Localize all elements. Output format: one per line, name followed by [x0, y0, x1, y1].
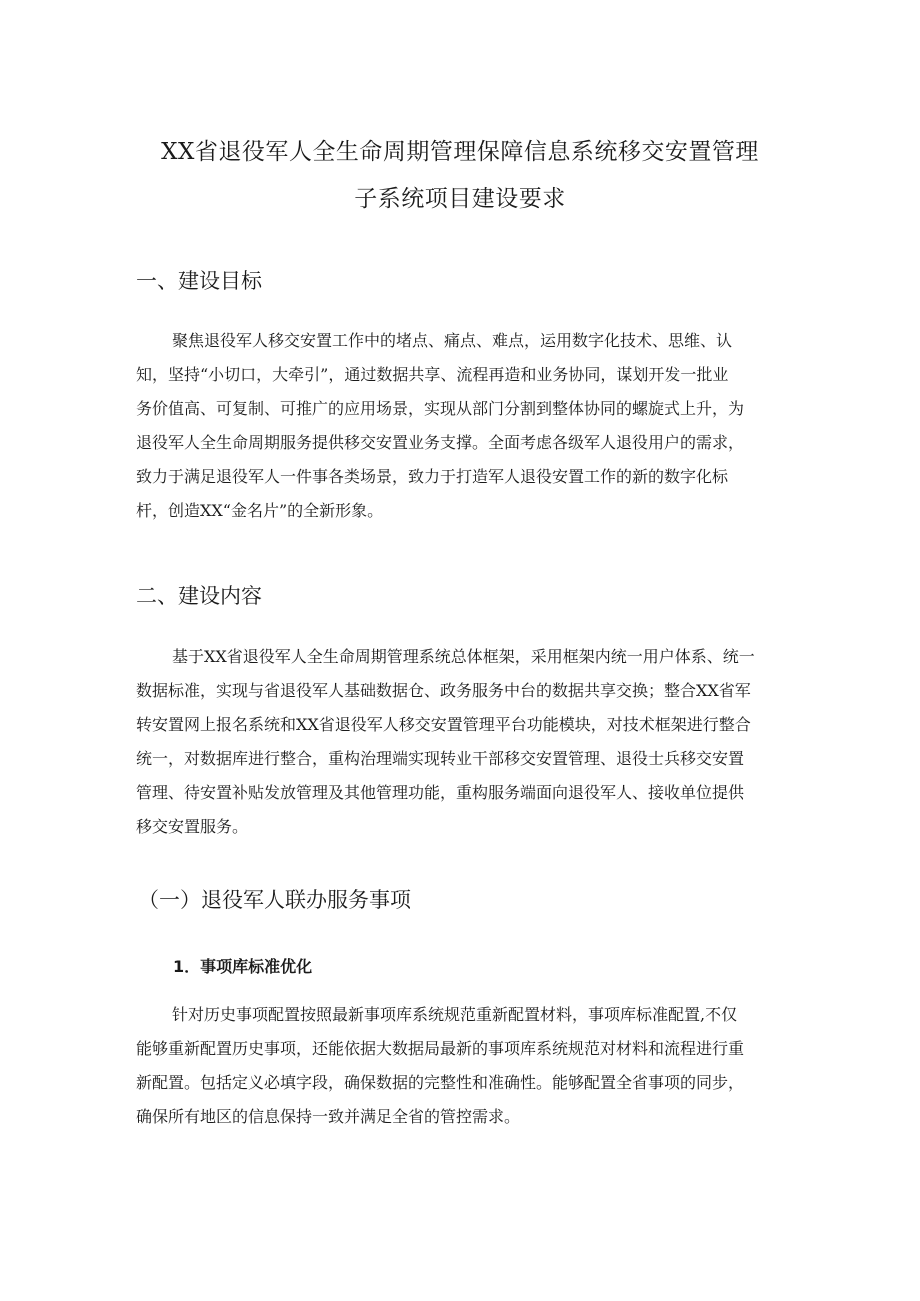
- section-paragraph-content: [136, 640, 786, 844]
- paragraph-line: 转安置网上报名系统和XX省退役军人移交安置管理平台功能模块，对技术框架进行整合: [136, 715, 751, 734]
- paragraph-line: 统一，对数据库进行整合，重构治理端实现转业干部移交安置管理、退役士兵移交安置: [136, 749, 745, 768]
- paragraph-line: 退役军人全生命周期服务提供移交安置业务支撑。全面考虑各级军人退役用户的需求，: [136, 433, 745, 452]
- paragraph-line: 聚焦退役军人移交安置工作中的堵点、痛点、难点，运用数字化技术、思维、认: [172, 331, 733, 350]
- subsection-heading: （一）退役军人联办服务事项: [138, 888, 411, 912]
- section-heading-content: 二、建设内容: [136, 584, 262, 608]
- paragraph-line: 新配置。包括定义必填字段，确保数据的完整性和准确性。能够配置全省事项的同步，: [136, 1073, 745, 1092]
- paragraph-line: 针对历史事项配置按照最新事项库系统规范重新配置材料，事项库标准配置,不仅: [172, 1005, 738, 1024]
- paragraph-line: 确保所有地区的信息保持一致并满足全省的管控需求。: [136, 1107, 521, 1126]
- paragraph-line: 能够重新配置历史事项，还能依据大数据局最新的事项库系统规范对材料和流程进行重: [136, 1039, 745, 1058]
- paragraph-line: 移交安置服务。: [136, 817, 249, 836]
- paragraph-line: 数据标准，实现与省退役军人基础数据仓、政务服务中台的数据共享交换；整合XX省军: [136, 681, 751, 700]
- paragraph-line: 基于XX省退役军人全生命周期管理系统总体框架，采用框架内统一用户体系、统一: [172, 647, 755, 666]
- document-title-line-1: XX省退役军人全生命周期管理保障信息系统移交安置管理: [161, 139, 759, 165]
- subsection-paragraph: [136, 998, 786, 1134]
- paragraph-line: 知，坚持“小切口，大牵引”，通过数据共享、流程再造和业务协同，谋划开发一批业: [136, 365, 729, 384]
- paragraph-line: 杆，创造XX“金名片”的全新形象。: [136, 501, 384, 520]
- section-heading-goals: 一、建设目标: [136, 269, 262, 293]
- section-paragraph-goals: [136, 324, 786, 528]
- paragraph-line: 管理、待安置补贴发放管理及其他管理功能，重构服务端面向退役军人、接收单位提供: [136, 783, 745, 802]
- item-heading: 1．事项库标准优化: [173, 957, 313, 976]
- paragraph-line: 务价值高、可复制、可推广的应用场景，实现从部门分割到整体协同的螺旋式上升，为: [136, 399, 745, 418]
- document-title-line-2: 子系统项目建设要求: [354, 186, 566, 212]
- paragraph-line: 致力于满足退役军人一件事各类场景，致力于打造军人退役安置工作的新的数字化标: [136, 467, 729, 486]
